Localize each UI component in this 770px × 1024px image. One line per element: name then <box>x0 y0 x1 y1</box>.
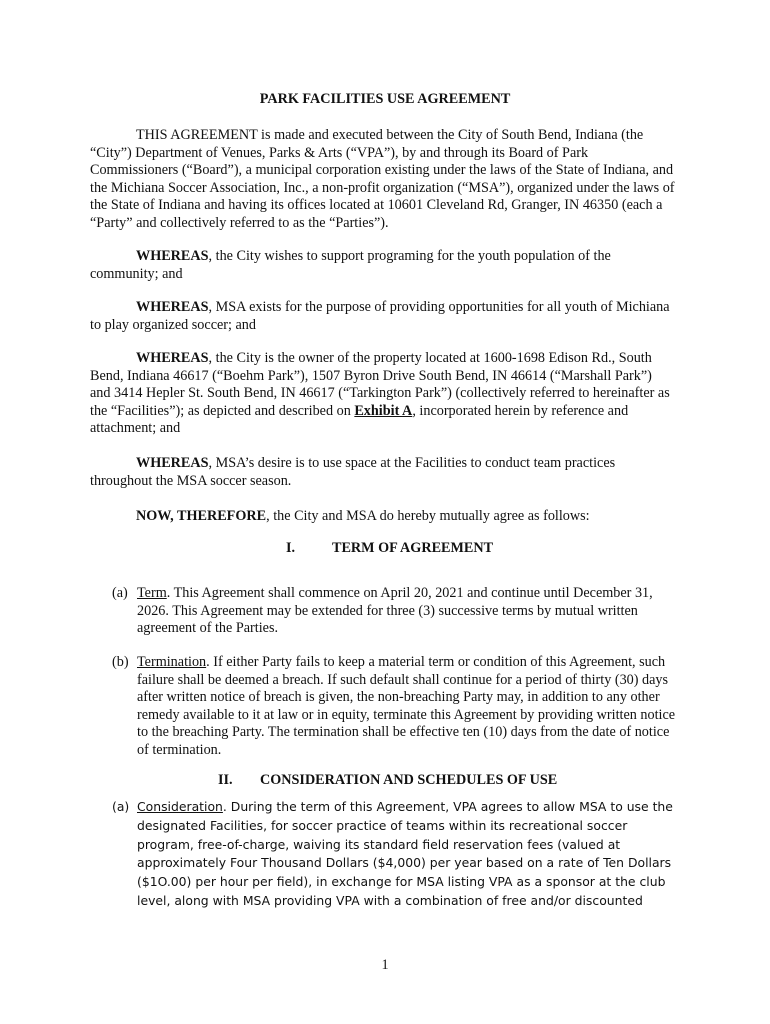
whereas-paragraph-1 <box>90 248 675 283</box>
intro-paragraph: THIS AGREEMENT is made and executed between the City of South Bend, Indiana (the “City”) Department of Venues, Parks & Arts (“VPA”), by and through its Board of Park Commissioners (“Board”), a municipal corporation existing under the laws of the State of Indiana, and the Michiana Soccer Association, Inc., a non-profit organization (“MSA”), organized under the laws of the State of Indiana and having its offices located at 10601 Cleveland Rd, Granger, IN 46350 (each a “Party” and collectively referred to as the “Parties”). <box>90 127 675 231</box>
whereas-label: WHEREAS <box>136 350 209 366</box>
now-therefore-label: NOW, THEREFORE <box>136 508 267 524</box>
clause-text: . This Agreement shall commence on April 20, 2021 and continue until December 31, 2026. This Agreement may be extended for three (3) successive terms by mutual written agreement of the Parties. <box>137 585 653 637</box>
whereas-text: , MSA’s desire is to use space at the Facilities to conduct team practices throughout the MSA soccer season. <box>90 455 616 489</box>
whereas-label: WHEREAS <box>136 299 209 315</box>
whereas-label: WHEREAS <box>136 455 209 471</box>
consideration-clause <box>112 798 682 911</box>
whereas-label: WHEREAS <box>136 248 209 264</box>
term-clause <box>112 585 680 638</box>
clause-heading: Term <box>137 585 167 601</box>
section-1-number: I. <box>286 540 296 556</box>
now-therefore-paragraph <box>90 508 675 526</box>
clause-label: (a) <box>112 799 130 814</box>
whereas-text: , incorporated herein by reference and attachment; and <box>90 402 629 437</box>
whereas-text: , MSA exists for the purpose of providing opportunities for all youth of Michiana to play organized soccer; and <box>90 299 670 333</box>
whereas-paragraph-2 <box>90 299 675 334</box>
section-2-number: II. <box>218 772 233 788</box>
clause-heading: Termination <box>137 654 207 670</box>
clause-heading: Consideration <box>137 799 223 814</box>
now-therefore-text: , the City and MSA do hereby mutually agree as follows: <box>266 508 590 524</box>
termination-clause <box>112 654 680 760</box>
whereas-paragraph-3 <box>90 350 675 438</box>
whereas-text: , the City is the owner of the property located at 1600-1698 Edison Rd., South Bend, Indiana 46617 (“Boehm Park”), 1507 Byron Drive South Bend, IN 46614 (“Marshall Park”) and 3414 Hepler St. South Bend, IN 46617 (“Tarkington Park”) (collectively referred to hereinafter as the “Facilities”); as depicted and described on <box>90 350 670 419</box>
clause-text: . During the term of this Agreement, VPA agrees to allow MSA to use the designated Facilities, for soccer practice of teams within its recreational soccer program, free-of-charge, waiving its standard field reservation fees (valued at approximately Four Thousand Dollars ($4,000) per year based on a rate of Ten Dollars ($1O.00) per hour per field), in exchange for MSA listing VPA as a sponsor at the club level, along with MSA providing VPA with a combination of free and/or discounted <box>137 799 673 908</box>
clause-text: . If either Party fails to keep a material term or condition of this Agreement, such failure shall be deemed a breach. If such default shall continue for a period of thirty (30) days after written notice of breach is given, the non-breaching Party may, in addition to any other remedy available to it at law or in equity, terminate this Agreement by providing written notice to the breaching Party. The termination shall be effective ten (10) days from the date of notice of termination. <box>137 654 676 758</box>
page-number: 1 <box>381 957 389 973</box>
section-1-title: TERM OF AGREEMENT <box>332 540 494 556</box>
section-2-title: CONSIDERATION AND SCHEDULES OF USE <box>260 772 558 788</box>
whereas-text: , the City wishes to support programing for the youth population of the community; and <box>90 248 611 282</box>
whereas-paragraph-4 <box>90 455 675 490</box>
document-title: PARK FACILITIES USE AGREEMENT <box>259 91 511 107</box>
exhibit-a-reference: Exhibit A <box>354 402 413 419</box>
clause-label: (b) <box>112 654 129 670</box>
clause-label: (a) <box>112 585 128 601</box>
